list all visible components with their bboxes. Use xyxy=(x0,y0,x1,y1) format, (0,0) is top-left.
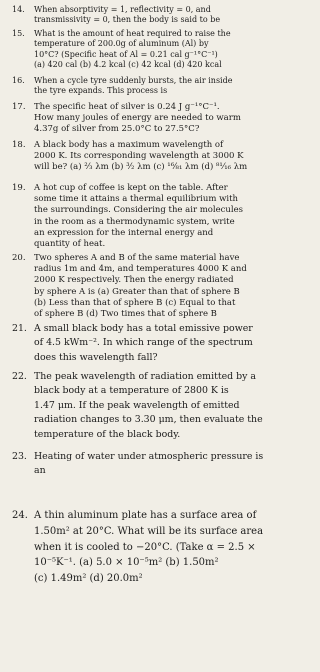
question-number: 24. xyxy=(12,510,28,521)
question-line: A thin aluminum plate has a surface area of xyxy=(34,510,257,521)
question-line: in the room as a thermodynamic system, write xyxy=(34,216,235,227)
question-number: 18. xyxy=(12,140,26,150)
question-line: A hot cup of coffee is kept on the table. After xyxy=(34,183,228,193)
question-line: when it is cooled to −20°C. (Take α = 2.5 × xyxy=(34,541,256,553)
question-21 xyxy=(12,322,315,365)
question-line: will be? (a) ²⁄₃ λm (b) ³⁄₂ λm (c) ¹⁶⁄₈₁ λm (d) ⁸¹⁄₁₆ λm xyxy=(34,162,248,173)
question-line: an xyxy=(34,465,46,477)
question-line: of sphere B (d) Two times that of sphere B xyxy=(34,309,217,320)
question-19 xyxy=(12,183,315,250)
question-line: 1.47 μm. If the peak wavelength of emitted xyxy=(34,399,240,411)
question-line: Heating of water under atmospheric pressure is xyxy=(34,451,264,462)
question-23 xyxy=(12,450,315,479)
question-22 xyxy=(12,370,315,442)
question-line: When absorptivity = 1, reflectivity = 0, and xyxy=(34,5,211,14)
question-line: of 4.5 kWm⁻². In which range of the spectrum xyxy=(34,337,253,349)
question-line: The peak wavelength of radiation emitted by a xyxy=(34,371,256,382)
question-number: 22. xyxy=(12,371,27,382)
question-line: some time it attains a thermal equilibrium with xyxy=(34,194,239,205)
question-24 xyxy=(12,508,315,587)
question-line: When a cycle tyre suddenly bursts, the air inside xyxy=(34,76,233,85)
question-number: 14. xyxy=(12,5,25,14)
question-number: 23. xyxy=(12,451,27,462)
question-line: by sphere A is (a) Greater than that of sphere B xyxy=(34,286,240,297)
question-16 xyxy=(12,76,315,97)
question-line: What is the amount of heat required to raise the xyxy=(34,29,231,38)
question-line: (c) 1.49m² (d) 20.0m² xyxy=(34,573,143,585)
question-line: 10⁻⁵K⁻¹. (a) 5.0 × 10⁻⁵m² (b) 1.50m² xyxy=(34,557,219,569)
question-number: 17. xyxy=(12,102,26,112)
question-number: 16. xyxy=(12,76,25,85)
question-line: radius 1m and 4m, and temperatures 4000 K and xyxy=(34,264,247,275)
question-line: the tyre expands. This process is xyxy=(34,86,168,96)
question-line: black body at a temperature of 2800 K is xyxy=(34,385,229,397)
question-line: the surroundings. Considering the air molecules xyxy=(34,205,243,216)
question-line: 2000 K. Its corresponding wavelength at 3000 K xyxy=(34,151,244,162)
question-line: does this wavelength fall? xyxy=(34,351,158,363)
question-line: The specific heat of silver is 0.24 J g⁻¹°C⁻¹. xyxy=(34,102,220,112)
question-line: 10°C? (Specific heat of Al = 0.21 cal g⁻¹°C⁻¹) xyxy=(34,49,218,59)
question-number: 20. xyxy=(12,253,26,263)
question-18 xyxy=(12,140,315,174)
question-number: 21. xyxy=(12,323,27,334)
question-line: Two spheres A and B of the same material have xyxy=(34,253,240,263)
question-line: 1.50m² at 20°C. What will be its surface area xyxy=(34,525,264,537)
question-line: temperature of 200.0g of aluminum (Al) by xyxy=(34,39,209,49)
question-line: radiation changes to 3.30 μm, then evaluate the xyxy=(34,414,263,426)
question-line: quantity of heat. xyxy=(34,239,106,250)
question-line: How many joules of energy are needed to warm xyxy=(34,113,241,124)
question-14 xyxy=(12,5,315,26)
question-15 xyxy=(12,29,315,71)
question-number: 15. xyxy=(12,29,25,38)
question-line: an expression for the internal energy and xyxy=(34,227,214,238)
question-line: (b) Less than that of sphere B (c) Equal to that xyxy=(34,297,236,308)
question-line: 4.37g of silver from 25.0°C to 27.5°C? xyxy=(34,124,200,135)
question-line: A small black body has a total emissive power xyxy=(34,323,253,334)
question-line: transmissivity = 0, then the body is said to be xyxy=(34,15,221,25)
question-17 xyxy=(12,102,315,136)
question-line: temperature of the black body. xyxy=(34,428,181,440)
question-20 xyxy=(12,253,315,320)
question-line: (a) 420 cal (b) 4.2 kcal (c) 42 kcal (d) 420 kcal xyxy=(34,60,222,70)
question-line: 2000 K respectively. Then the energy radiated xyxy=(34,275,234,286)
question-line: A black body has a maximum wavelength of xyxy=(34,140,224,150)
question-number: 19. xyxy=(12,183,26,193)
